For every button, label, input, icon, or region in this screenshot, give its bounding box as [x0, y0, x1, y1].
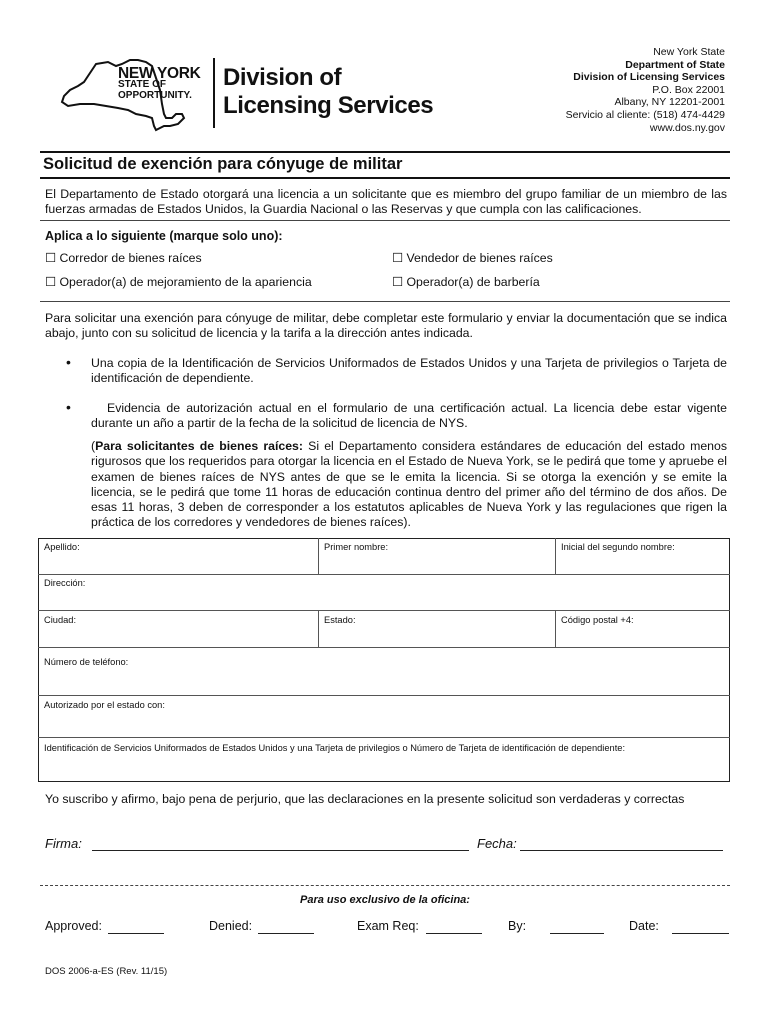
logo-divider	[213, 58, 215, 128]
checkbox-option-barbering[interactable]	[392, 275, 540, 289]
id-card-field[interactable]	[38, 737, 730, 782]
divider	[40, 220, 730, 221]
agency-address-block	[566, 46, 725, 134]
office-use-heading: Para uso exclusivo de la oficina:	[300, 894, 470, 906]
first-name-label: Primer nombre:	[324, 542, 389, 552]
ny-state-logo-text	[118, 65, 201, 101]
signature-line[interactable]	[92, 849, 469, 851]
logo-new-york: NEW YORK	[118, 65, 201, 82]
agency-line: Servicio al cliente: (518) 474-4429	[565, 108, 725, 121]
real-estate-note-heading: Para solicitantes de bienes raíces:	[95, 439, 303, 453]
agency-line: www.dos.ny.gov	[649, 121, 725, 134]
intro-paragraph: El Departamento de Estado otorgará una licencia a un solicitante que es miembro del grupo familiar de un miembro de las fuerzas armadas de Estados Unidos, la Guardia Nacional o las Reservas y que cumpla con las calificaciones.	[45, 187, 727, 217]
logo-opportunity: OPPORTUNITY.	[118, 90, 192, 101]
bullet-icon: •	[66, 354, 71, 370]
office-date-line[interactable]	[672, 932, 729, 934]
checkbox-label: Operador(a) de barbería	[406, 275, 540, 289]
checkbox-option-appearance-enhancement[interactable]	[45, 275, 312, 289]
middle-initial-label: Inicial del segundo nombre:	[561, 542, 675, 552]
signature-label: Firma:	[45, 836, 82, 851]
title-rule-top	[40, 151, 730, 153]
phone-label: Número de teléfono:	[44, 657, 129, 667]
address-label: Dirección:	[44, 578, 86, 588]
checkbox-option-real-estate-broker[interactable]	[45, 251, 202, 265]
affirmation-text: Yo suscribo y afirmo, bajo pena de perjurio, que las declaraciones en la presente solicitud son verdaderas y correctas	[45, 792, 685, 806]
agency-line: Albany, NY 12201-2001	[614, 96, 725, 109]
division-title	[223, 64, 433, 120]
instructions-paragraph: Para solicitar una exención para cónyuge de militar, debe completar este formulario y enviar la documentación que se indica abajo, junto con su solicitud de licencia y la tarifa a la dirección antes indicada.	[45, 311, 727, 341]
agency-line: Department of State	[625, 58, 725, 71]
checkbox-label: Vendedor de bienes raíces	[406, 251, 553, 265]
agency-line: Division of Licensing Services	[573, 71, 725, 84]
division-line-1: Division of	[223, 64, 342, 91]
form-number: DOS 2006-a-ES (Rev. 11/15)	[45, 966, 168, 977]
date-label: Fecha:	[477, 836, 517, 851]
form-title: Solicitud de exención para cónyuge de militar	[43, 155, 403, 173]
exam-req-line[interactable]	[426, 932, 482, 934]
logo-state-of: STATE OF	[118, 79, 166, 90]
bullet-icon: •	[66, 399, 71, 415]
first-name-field[interactable]	[318, 538, 555, 574]
checkbox-icon[interactable]: ☐	[45, 251, 57, 265]
office-use-separator	[40, 885, 730, 886]
divider	[40, 301, 730, 302]
checkbox-icon[interactable]: ☐	[392, 251, 404, 265]
bullet-item: Evidencia de autorización actual en el formulario de una certificación actual. La licencia debe estar vigente durante un año a partir de la fecha de la solicitud de licencia de NYS.	[91, 401, 727, 431]
division-line-2: Licensing Services	[223, 92, 434, 119]
by-label: By:	[508, 919, 527, 933]
state-field[interactable]	[318, 610, 555, 647]
applies-heading: Aplica a lo siguiente (marque solo uno):	[45, 229, 283, 243]
date-line[interactable]	[520, 849, 723, 851]
zip-field[interactable]	[555, 610, 730, 647]
city-field[interactable]	[38, 610, 318, 647]
address-field[interactable]	[38, 574, 730, 610]
agency-line: New York State	[653, 46, 725, 58]
zip-label: Código postal +4:	[561, 615, 634, 625]
by-line[interactable]	[550, 932, 604, 934]
approved-label: Approved:	[45, 919, 102, 933]
last-name-label: Apellido:	[44, 542, 80, 552]
checkbox-icon[interactable]: ☐	[45, 275, 57, 289]
phone-field[interactable]	[38, 647, 730, 695]
authorized-by-field[interactable]	[38, 695, 730, 737]
real-estate-note-body: Si el Departamento considera estándares de educación del estado menos rigurosos que los requeridos para otorgar la licencia en el Estado de Nueva York, se le pedirá que tome y apruebe el examen de bienes raíces de NYS antes de que se le emita la licencia. Si se otorga la exención y se emite la licencia, se le pedirá que tome 11 horas de educación continua dentro del primer año del término de dos años. De esas 11 horas, 3 deben de corresponder a los estatutos aplicables de Nueva York y las regulaciones que rigen la práctica de los corredores y vendedores de bienes raíces).	[91, 439, 728, 530]
checkbox-label: Operador(a) de mejoramiento de la apariencia	[59, 275, 312, 289]
approved-line[interactable]	[108, 932, 164, 934]
exam-req-label: Exam Req:	[357, 919, 419, 933]
id-card-label: Identificación de Servicios Uniformados de Estados Unidos y una Tarjeta de privilegios o Número de Tarjeta de identificación de dependiente:	[44, 743, 626, 753]
title-rule-bottom	[40, 177, 730, 179]
last-name-field[interactable]	[38, 538, 318, 574]
denied-line[interactable]	[258, 932, 314, 934]
bullet-item: Una copia de la Identificación de Servicios Uniformados de Estados Unidos y una Tarjeta de privilegios o Tarjeta de identificación de dependiente.	[91, 356, 727, 386]
checkbox-option-real-estate-salesperson[interactable]	[392, 251, 553, 265]
authorized-by-label: Autorizado por el estado con:	[44, 700, 165, 710]
middle-initial-field[interactable]	[555, 538, 730, 574]
checkbox-label: Corredor de bienes raíces	[59, 251, 202, 265]
real-estate-note: (Para solicitantes de bienes raíces: Si el Departamento considera estándares de educación del estado menos rigurosos que los requeridos para otorgar la licencia en el Estado de Nueva York, se le pedirá que tome y apruebe el examen de bienes raíces de NYS antes de que se le emita la licencia. Si se otorga la exención y se emite la licencia, se le pedirá que tome 11 horas de educación continua dentro del primer año del término de dos años. De esas 11 horas, 3 deben de corresponder a los estatutos aplicables de Nueva York y las regulaciones que rigen la práctica de los corredores y vendedores de bienes raíces).	[91, 439, 728, 530]
checkbox-icon[interactable]: ☐	[392, 275, 404, 289]
agency-line: P.O. Box 22001	[652, 83, 725, 96]
state-label: Estado:	[324, 615, 356, 625]
city-label: Ciudad:	[44, 615, 77, 625]
office-date-label: Date:	[629, 919, 659, 933]
denied-label: Denied:	[209, 919, 253, 933]
